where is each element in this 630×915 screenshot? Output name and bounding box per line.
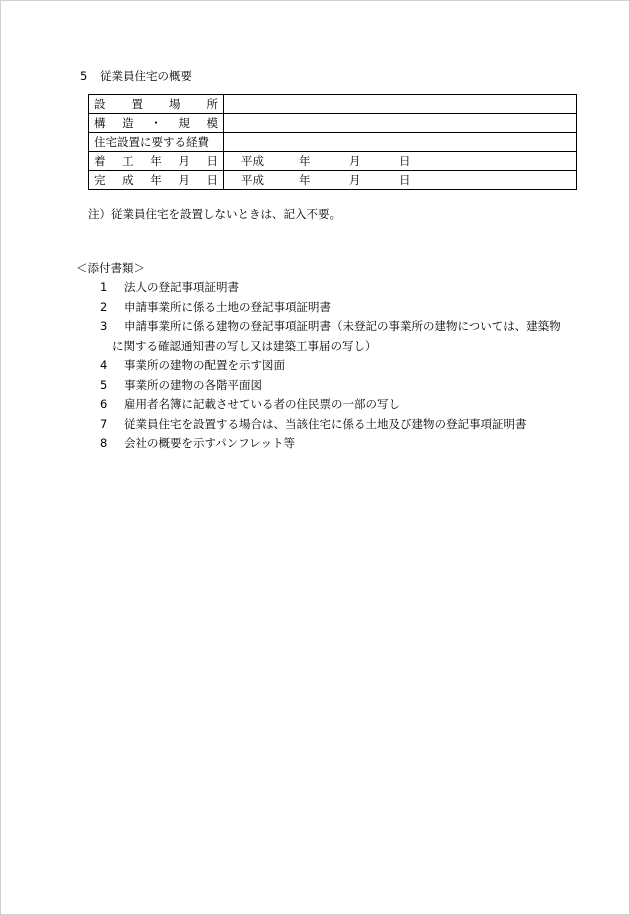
label-char: 設 [94,97,106,111]
item-number: 6 [100,397,108,411]
label-char: 模 [206,116,218,130]
year-unit: 年 [299,173,311,187]
list-item [100,317,590,356]
label-char: 年 [150,154,162,168]
label-char: 構 [94,116,106,130]
list-item [100,415,590,435]
item-text: 法人の登記事項証明書 [124,280,239,294]
label-char: 置 [131,97,143,111]
list-item [100,298,590,318]
list-item [100,434,590,454]
attachments-list [100,278,590,454]
section-heading [80,68,192,84]
list-item [100,376,590,396]
table-row [89,133,577,152]
label-char: 造 [122,116,134,130]
label-char: 月 [178,173,190,187]
section-title: 従業員住宅の概要 [100,69,192,83]
table-note: 注）従業員住宅を設置しないときは、記入不要。 [88,207,341,221]
cost-value[interactable] [224,133,577,152]
item-number: 5 [100,377,108,392]
item-number: 3 [100,319,108,333]
label-char: 場 [169,97,181,111]
cost-label: 住宅設置に要する経費 [89,133,224,152]
start-date-value[interactable] [224,152,577,171]
list-item [100,356,590,376]
label-char: 完 [94,173,106,187]
item-text: 雇用者名簿に記載させている者の住民票の一部の写し [124,397,400,411]
housing-overview-table [88,94,577,190]
table-row [89,171,577,190]
year-unit: 年 [299,154,311,168]
table-row [89,95,577,114]
location-label [89,95,224,114]
item-number: 1 [100,280,108,294]
item-text: 事業所の建物の各階平面図 [124,377,262,392]
label-char: 着 [94,154,106,168]
label-char: 工 [122,154,134,168]
structure-scale-value[interactable] [224,114,577,133]
item-text-continuation: に関する確認通知書の写し又は建築工事届の写し） [112,338,377,353]
structure-scale-label [89,114,224,133]
label-char: ・ [150,116,162,130]
item-text: 事業所の建物の配置を示す図面 [124,358,285,372]
label-char: 所 [206,97,218,111]
label-char: 年 [150,173,162,187]
month-unit: 月 [349,173,361,187]
era-label: 平成 [241,154,264,168]
label-char: 月 [178,154,190,168]
completion-date-label [89,171,224,190]
era-label: 平成 [241,173,264,187]
attachments-heading: ＜添付書類＞ [76,261,145,275]
item-text: 会社の概要を示すパンフレット等 [124,436,296,450]
item-text: 従業員住宅を設置する場合は、当該住宅に係る土地及び建物の登記事項証明書 [124,416,527,431]
label-char: 日 [206,173,218,187]
item-number: 7 [100,416,108,431]
table-row [89,114,577,133]
item-text: 申請事業所に係る建物の登記事項証明書（未登記の事業所の建物については、建築物 に関する確認通知書の写し又は建築工事届の写し） [124,317,590,356]
label-char: 成 [122,173,134,187]
start-date-label [89,152,224,171]
completion-date-value[interactable] [224,171,577,190]
item-number: 8 [100,436,108,450]
section-number: 5 [80,69,88,83]
day-unit: 日 [399,173,411,187]
location-value[interactable] [224,95,577,114]
label-char: 規 [178,116,190,130]
item-number: 2 [100,299,108,314]
list-item [100,395,590,415]
table-row [89,152,577,171]
item-number: 4 [100,358,108,372]
item-text: 申請事業所に係る土地の登記事項証明書 [124,299,331,314]
label-char: 日 [206,154,218,168]
list-item [100,278,590,298]
day-unit: 日 [399,154,411,168]
month-unit: 月 [349,154,361,168]
